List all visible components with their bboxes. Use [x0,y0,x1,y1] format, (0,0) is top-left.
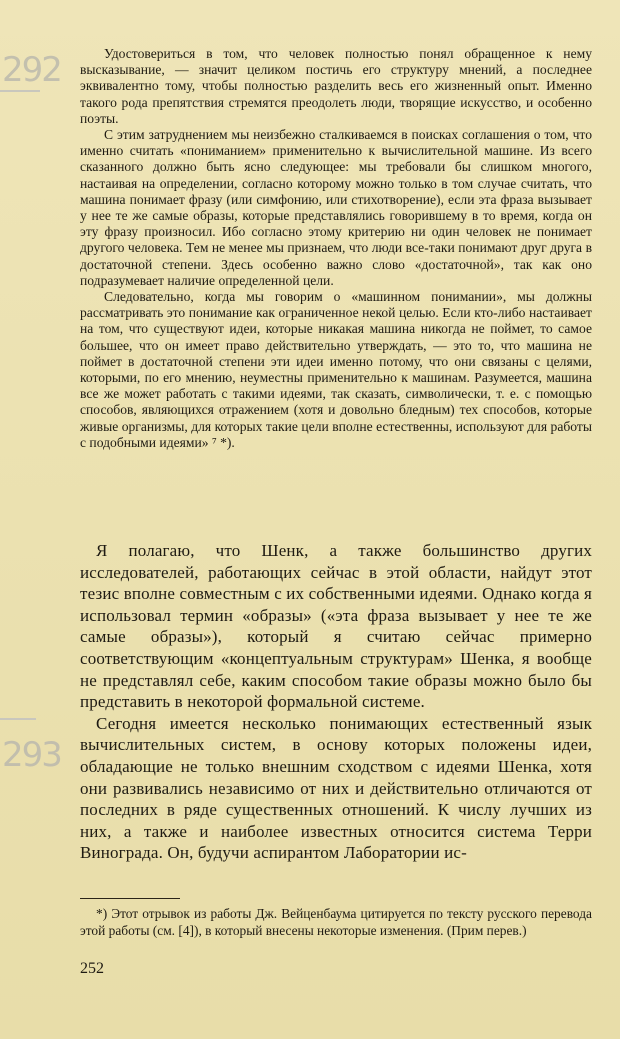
margin-page-mark: 292 [2,50,61,90]
body-paragraph: Я полагаю, что Шенк, а также большинство других исследователей, работающих сейчас в этой области, найдут этот тезис вполне совместным с их собственными идеями. Однако когда я использовал термин «образы» («эта фраза вызывает у нее те же самые образы»), который я считаю сейчас примерно соответствующим «концептуальным структурам» Шенка, я вообще не представлял себе, каким способом такие образы можно было бы представить в некоторой формальной системе. [80,541,592,712]
footnote [80,906,592,939]
footnote-rule [80,898,180,899]
quote-paragraph: Удостовериться в том, что человек полностью понял обращенное к нему высказывание, — значит целиком постичь его структуру мнений, а последнее эквивалентно тому, чтобы полностью разделить весь его жизненный опыт. Именно такого рода препятствия стремятся преодолеть люди, творящие искусство, и особенно поэты. [80,46,592,126]
footnote-text: *) Этот отрывок из работы Дж. Вейценбаума цитируется по тексту русского перевода этой работы (см. [4]), в который внесены некоторые изменения. (Прим перев.) [80,906,592,938]
main-text [80,540,592,864]
margin-rule [0,90,40,92]
page-number: 252 [80,960,104,977]
quoted-passage [80,46,592,451]
margin-rule [0,718,36,720]
quote-paragraph: Следовательно, когда мы говорим о «машинном понимании», мы должны рассматривать это понимание как ограниченное некой целью. Если кто-либо настаивает на том, что существуют идеи, которые никакая машина никогда не поймет, то самое большее, что он имеет право действительно утверждать, — это то, что машина не поймет в достаточной степени эти идеи именно потому, что они связаны с целями, которыми, по его мнению, неуместны применительно к машинам. Разумеется, машина все же может работать с такими идеями, так сказать, символически, т. е. с помощью способов, являющихся отражением (хотя и довольно бледным) тех способов, которые живые организмы, для которых такие цели вполне естественны, используют для работы с подобными идеями» ⁷ *). [80,289,592,450]
body-paragraph: Сегодня имеется несколько понимающих естественный язык вычислительных систем, в основу которых положены идеи, обладающие не только внешним сходством с идеями Шенка, хотя они развивались независимо от них и действительно отличаются от последних в ряде существенных отношений. К числу лучших из них, а также и наиболее известных относится система Терри Винограда. Он, будучи аспирантом Лаборатории ис- [80,713,592,863]
quote-paragraph: С этим затруднением мы неизбежно сталкиваемся в поисках соглашения о том, что именно считать «пониманием» применительно к вычислительной машине. Из всего сказанного должно быть ясно следующее: мы требовали бы слишком многого, настаивая на определении, согласно которому можно только в том случае считать, что машина понимает фразу (или симфонию, или стихотворение), если эта фраза вызывает у нее те же самые образы, которые представлялись говорившему в то время, когда он эту фразу произносил. Ибо согласно этому критерию ни один человек не понимает другого человека. Тем не менее мы признаем, что люди все-таки понимают друг друга в достаточной степени. Здесь особенно важно слово «достаточной», так как оно подразумевает наличие определенной цели. [80,127,592,288]
margin-page-mark: 293 [2,735,61,775]
